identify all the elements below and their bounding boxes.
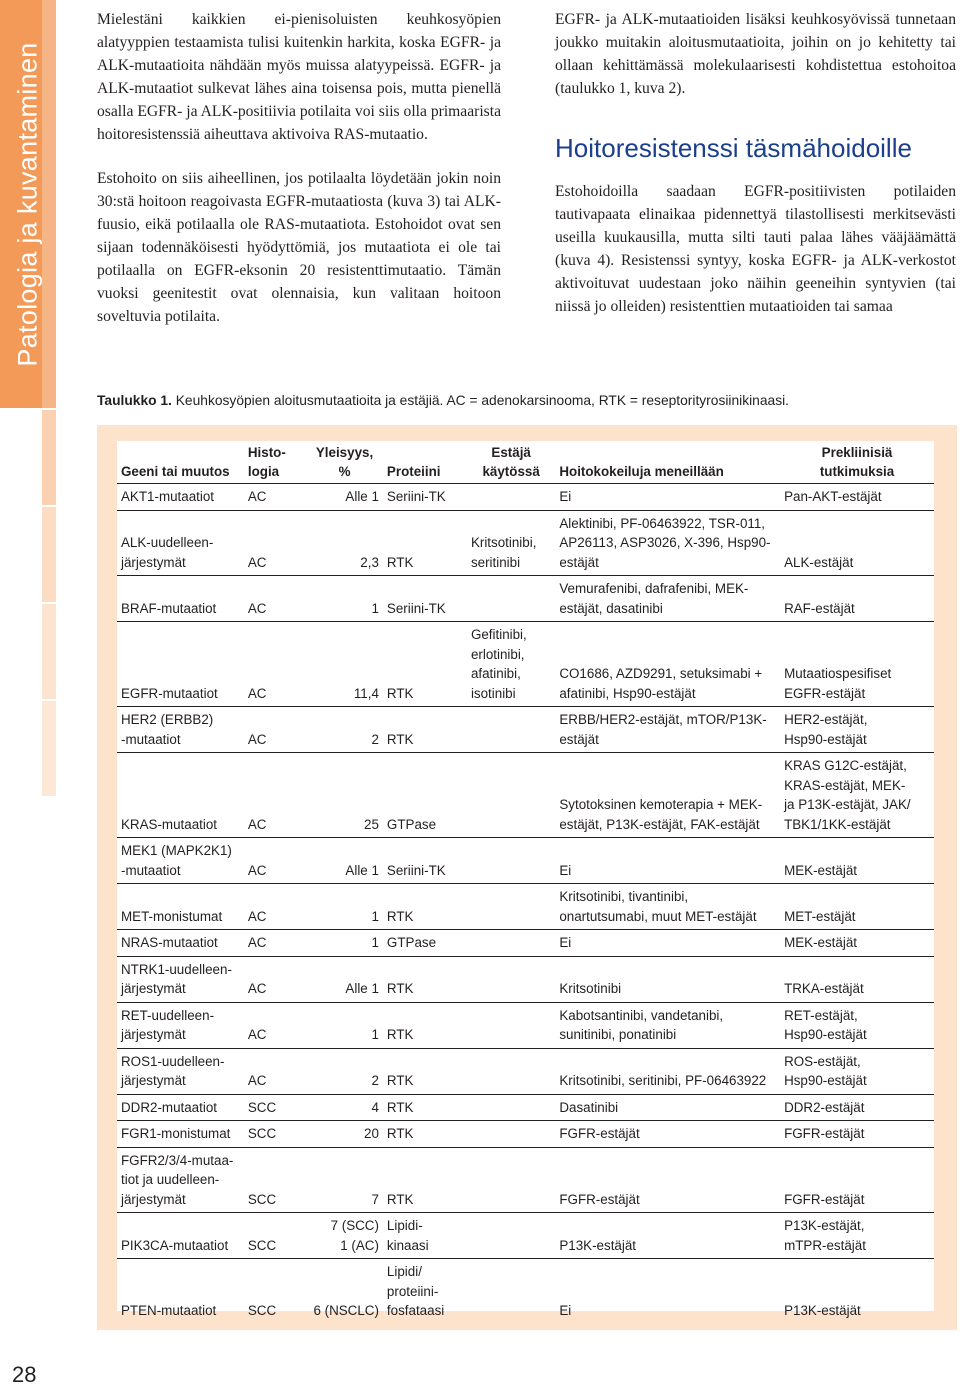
table-cell: EGFR-mutaatiot xyxy=(121,685,218,701)
table-cell xyxy=(467,1213,555,1259)
table-cell: Dasatinibi xyxy=(559,1099,619,1115)
table-cell: Alle 1 xyxy=(345,981,379,996)
table-frame xyxy=(97,425,957,1330)
table-cell: Kritsotinibi, tivantinibi, onartutsumabi, muut MET-estäjät xyxy=(559,889,757,924)
table-cell: Sytotoksinen kemoterapia + MEK- estäjät, P13K-estäjät, FAK-estäjät xyxy=(559,797,763,832)
table-cell: SCC xyxy=(247,1191,277,1207)
table-cell: RTK xyxy=(386,1073,414,1088)
table-cell: PIK3CA-mutaatiot xyxy=(121,1237,229,1253)
table-cell: Lipidi- kinaasi xyxy=(386,1218,429,1253)
table-cell: MEK-estäjät xyxy=(784,935,857,950)
table-cell: ERBB/HER2-estäjät, mTOR/P13K- estäjät xyxy=(559,712,767,747)
table-cell xyxy=(467,576,555,622)
table-row xyxy=(117,753,934,838)
text-column-left xyxy=(97,8,501,349)
table-cell: AC xyxy=(247,1027,267,1042)
paragraph: Estohoidoilla saadaan EGFR-positiivisten potilaiden tautivapaata elinaikaa pidennettyä tilastollisesti merkitsevästi useilla kuukausilla, mutta silti tauti palaa lähes vääjäämättä (kuva 4). Resistenssi syntyy, koska EGFR- ja ALK-verkostot aktivoituvat uudestaan joko näihin geeneihin syntyvien (tai niissä jo olleiden) resistenttien mutaatioiden tai samaa xyxy=(555,183,956,315)
table-cell: HER2-estäjät, Hsp90-estäjät xyxy=(784,712,868,747)
table-row xyxy=(117,1147,934,1213)
table-cell: AC xyxy=(247,935,267,950)
table-cell: PTEN-mutaatiot xyxy=(121,1303,217,1318)
table-cell: AC xyxy=(247,685,267,701)
table-cell: Seriini-TK xyxy=(386,862,446,878)
section-heading: Hoitoresistenssi täsmähoidoille xyxy=(555,133,912,163)
table-cell: Ei xyxy=(559,935,572,950)
table-cell: DDR2-estäjät xyxy=(784,1099,865,1115)
table-cell: FGFR-estäjät xyxy=(784,1191,865,1207)
table-cell: ALK-estäjät xyxy=(784,554,854,570)
paragraph: Estohoito on siis aiheellinen, jos potilaalta löydetään jokin noin 30:stä hoitoon reagoivasta EGFR-mutaatiosta (kuva 3) tai ALK-fuusio, eikä potilaalla ole RAS-mutaatiota. Estohoidot ovat sen sijaan todennäköisesti hyödyttömiä, jos mutaatiota ei ole tai potilaalla on EGFR-eksonin 20 resistenttimutaatio. Tämän vuoksi geenitestit ovat olennaisia, kun valitaan hoitoon soveltuvia potilaita. xyxy=(97,170,501,325)
table-cell: Ei xyxy=(559,489,572,504)
table-row xyxy=(117,707,934,753)
table-cell xyxy=(467,956,555,1002)
table-row xyxy=(117,622,934,707)
table-cell: Mutaatiospesifiset EGFR-estäjät xyxy=(784,666,892,701)
table-cell: 2,3 xyxy=(360,554,379,570)
table-cell: AC xyxy=(247,1073,267,1088)
table-cell: AC xyxy=(247,554,267,570)
table-cell: 20 xyxy=(364,1126,379,1141)
table-cell: 7 xyxy=(371,1191,379,1207)
table-cell xyxy=(467,1259,555,1324)
table-cell xyxy=(467,1147,555,1213)
table-cell: P13K-estäjät xyxy=(784,1303,861,1318)
table-cell xyxy=(467,930,555,957)
table-cell: Ei xyxy=(559,862,572,878)
table-row xyxy=(117,1121,934,1148)
column-header: Histo- logia xyxy=(247,445,286,479)
table-cell: RTK xyxy=(386,1191,414,1207)
table-panel xyxy=(117,441,934,1318)
table-cell xyxy=(467,1002,555,1048)
table-cell: GTPase xyxy=(386,816,437,832)
table-cell: 7 (SCC) 1 (AC) xyxy=(330,1218,379,1253)
table-cell: ROS1-uudelleen- järjestymät xyxy=(121,1053,225,1088)
table-cell: P13K-estäjät xyxy=(559,1237,637,1253)
table-cell xyxy=(467,838,555,884)
table-cell: RTK xyxy=(386,981,414,996)
column-header: Hoitokokeiluja meneillään xyxy=(559,464,724,479)
table-cell: RTK xyxy=(386,1126,414,1141)
column-header: Geeni tai muutos xyxy=(121,464,230,479)
table-cell: 1 xyxy=(371,935,379,950)
table-row xyxy=(117,576,934,622)
table-cell: MEK-estäjät xyxy=(784,862,857,878)
table-cell: Kabotsantinibi, vandetanibi, sunitinibi, ponatinibi xyxy=(559,1007,724,1042)
table-cell: MEK1 (MAPK2K1) -mutaatiot xyxy=(121,843,232,878)
side-color-bar xyxy=(42,701,56,796)
table-cell: FGFR2/3/4-mutaa- tiot ja uudelleen- järjestymät xyxy=(121,1152,234,1207)
table-caption xyxy=(97,393,957,408)
table-cell: GTPase xyxy=(386,935,437,950)
table-cell: Alle 1 xyxy=(345,862,379,878)
table-cell: Seriini-TK xyxy=(386,600,446,616)
table-cell: 2 xyxy=(371,731,379,747)
side-color-bars xyxy=(42,410,56,798)
table-cell: FGFR-estäjät xyxy=(559,1191,640,1207)
table-row xyxy=(117,1259,934,1324)
table-row xyxy=(117,1213,934,1259)
table-cell: KRAS-mutaatiot xyxy=(121,816,218,832)
table-cell: RET-estäjät, Hsp90-estäjät xyxy=(784,1007,867,1042)
table-cell: 1 xyxy=(371,908,379,924)
table-row xyxy=(117,1002,934,1048)
table-cell: RTK xyxy=(386,685,414,701)
table-cell: RTK xyxy=(386,554,414,570)
side-color-bar xyxy=(42,507,56,602)
table-cell: AC xyxy=(247,489,267,504)
table-cell xyxy=(467,1121,555,1148)
table-cell: RTK xyxy=(386,908,414,924)
table-cell: AC xyxy=(247,816,267,832)
side-color-bar xyxy=(42,410,56,505)
table-cell: BRAF-mutaatiot xyxy=(121,600,217,616)
table-cell: KRAS G12C-estäjät, KRAS-estäjät, MEK- ja P13K-estäjät, JAK/ TBK1/1KK-estäjät xyxy=(784,758,911,832)
table-cell: 1 xyxy=(371,1027,379,1042)
table-cell: 25 xyxy=(364,816,379,832)
table-cell: RET-uudelleen- järjestymät xyxy=(121,1007,215,1042)
table-cell: Gefitinibi, erlotinibi, afatinibi, isotinibi xyxy=(470,627,527,701)
table-cell xyxy=(467,884,555,930)
table-cell: MET-monistumat xyxy=(121,908,223,924)
table-row xyxy=(117,956,934,1002)
table-row xyxy=(117,1048,934,1094)
table-cell: ALK-uudelleen- järjestymät xyxy=(121,535,214,570)
table-cell: TRKA-estäjät xyxy=(784,981,864,996)
table-cell: FGFR-estäjät xyxy=(784,1126,865,1141)
table-cell xyxy=(467,484,555,511)
column-header: Prekliinisiä tutkimuksia xyxy=(819,445,895,479)
table-row xyxy=(117,510,934,576)
section-strip xyxy=(0,0,56,408)
table-caption-text: Keuhkosyöpien aloitusmutaatioita ja estäjiä. AC = adenokarsinooma, RTK = reseptorityrosiinikinaasi. xyxy=(171,393,789,408)
table-cell: 6 (NSCLC) xyxy=(313,1303,379,1318)
column-header: Estäjä käytössä xyxy=(482,445,540,479)
table-cell: 11,4 xyxy=(353,685,379,701)
column-header: Proteiini xyxy=(386,464,441,479)
table-cell: AC xyxy=(247,981,267,996)
table-cell: SCC xyxy=(247,1237,277,1253)
table-cell: AC xyxy=(247,908,267,924)
table-cell: AKT1-mutaatiot xyxy=(121,489,215,504)
text-column-right xyxy=(555,8,956,339)
table-cell: Pan-AKT-estäjät xyxy=(784,489,882,504)
table-cell: RTK xyxy=(386,1099,414,1115)
table-cell: RTK xyxy=(386,1027,414,1042)
table-cell: Seriini-TK xyxy=(386,489,446,504)
table-cell: Kritsotinibi xyxy=(559,981,622,996)
table-row xyxy=(117,484,934,511)
paragraph: EGFR- ja ALK-mutaatioiden lisäksi keuhkosyövissä tunnetaan joukko muitakin aloitusmutaatioita, joihin on jo kehitetty tai ollaan kehittämässä molekulaarisesti kohdistettua estohoitoa (taulukko 1, kuva 2). xyxy=(555,11,956,97)
table-cell: 4 xyxy=(371,1099,379,1115)
table-cell: Kritsotinibi, seritinibi xyxy=(470,535,537,570)
table-label: Taulukko 1. xyxy=(97,393,172,408)
table-cell: DDR2-mutaatiot xyxy=(121,1099,217,1115)
table-cell: Lipidi/ proteiini- fosfataasi xyxy=(386,1264,445,1318)
table-header-row xyxy=(117,441,934,484)
table-cell: FGFR-estäjät xyxy=(559,1126,640,1141)
table-cell: P13K-estäjät, mTPR-estäjät xyxy=(784,1218,866,1253)
table-cell: Alektinibi, PF-06463922, TSR-011, AP26113, ASP3026, X-396, Hsp90- estäjät xyxy=(559,515,771,570)
column-header: Yleisyys, % xyxy=(315,445,374,479)
table-cell: 2 xyxy=(371,1073,379,1088)
table-cell: Vemurafenibi, dafrafenibi, MEK- estäjät, dasatinibi xyxy=(559,581,749,616)
table-row xyxy=(117,930,934,957)
table-cell: AC xyxy=(247,731,267,747)
page-number: 28 xyxy=(12,1362,37,1387)
table-cell: CO1686, AZD9291, setuksimabi + afatinibi, Hsp90-estäjät xyxy=(559,666,763,701)
table-cell: MET-estäjät xyxy=(784,908,856,924)
table-cell: ROS-estäjät, Hsp90-estäjät xyxy=(784,1053,867,1088)
table-cell: Ei xyxy=(559,1303,572,1318)
side-color-bar xyxy=(42,604,56,699)
table-cell: SCC xyxy=(247,1126,277,1141)
table-cell xyxy=(467,1048,555,1094)
table-cell xyxy=(467,707,555,753)
table-cell xyxy=(467,1094,555,1121)
paragraph: Mielestäni kaikkien ei-pienisoluisten keuhkosyöpien alatyyppien testaamista tulisi kuitenkin harkita, koska EGFR- ja ALK-mutaatioita nähdään myös muissa alatyypeissä. EGFR- ja ALK-mutaatiot sulkevat lähes aina toisensa pois, mutta pienellä osalla EGFR- ja ALK-positiivia potilaita voi siis olla primaarista hoitoresistenssiä aiheuttava aktivoiva RAS-mutaatio. xyxy=(97,11,501,143)
table-cell: RTK xyxy=(386,731,414,747)
mutation-table xyxy=(117,441,934,1324)
table-cell: SCC xyxy=(247,1303,277,1318)
table-cell: 1 xyxy=(371,600,379,616)
table-cell: Kritsotinibi, seritinibi, PF-06463922 xyxy=(559,1073,767,1088)
table-cell: RAF-estäjät xyxy=(784,600,855,616)
table-cell: AC xyxy=(247,862,267,878)
table-row xyxy=(117,1094,934,1121)
table-cell: NRAS-mutaatiot xyxy=(121,935,218,950)
table-cell: NTRK1-uudelleen- järjestymät xyxy=(121,961,232,996)
section-title: Patologia ja kuvantaminen xyxy=(12,41,43,367)
table-row xyxy=(117,838,934,884)
table-cell: HER2 (ERBB2) -mutaatiot xyxy=(121,712,214,747)
table-cell: Alle 1 xyxy=(345,489,379,504)
table-row xyxy=(117,884,934,930)
table-cell xyxy=(467,753,555,838)
table-cell: AC xyxy=(247,600,267,616)
table-cell: SCC xyxy=(247,1099,277,1115)
table-cell: FGR1-monistumat xyxy=(121,1126,231,1141)
